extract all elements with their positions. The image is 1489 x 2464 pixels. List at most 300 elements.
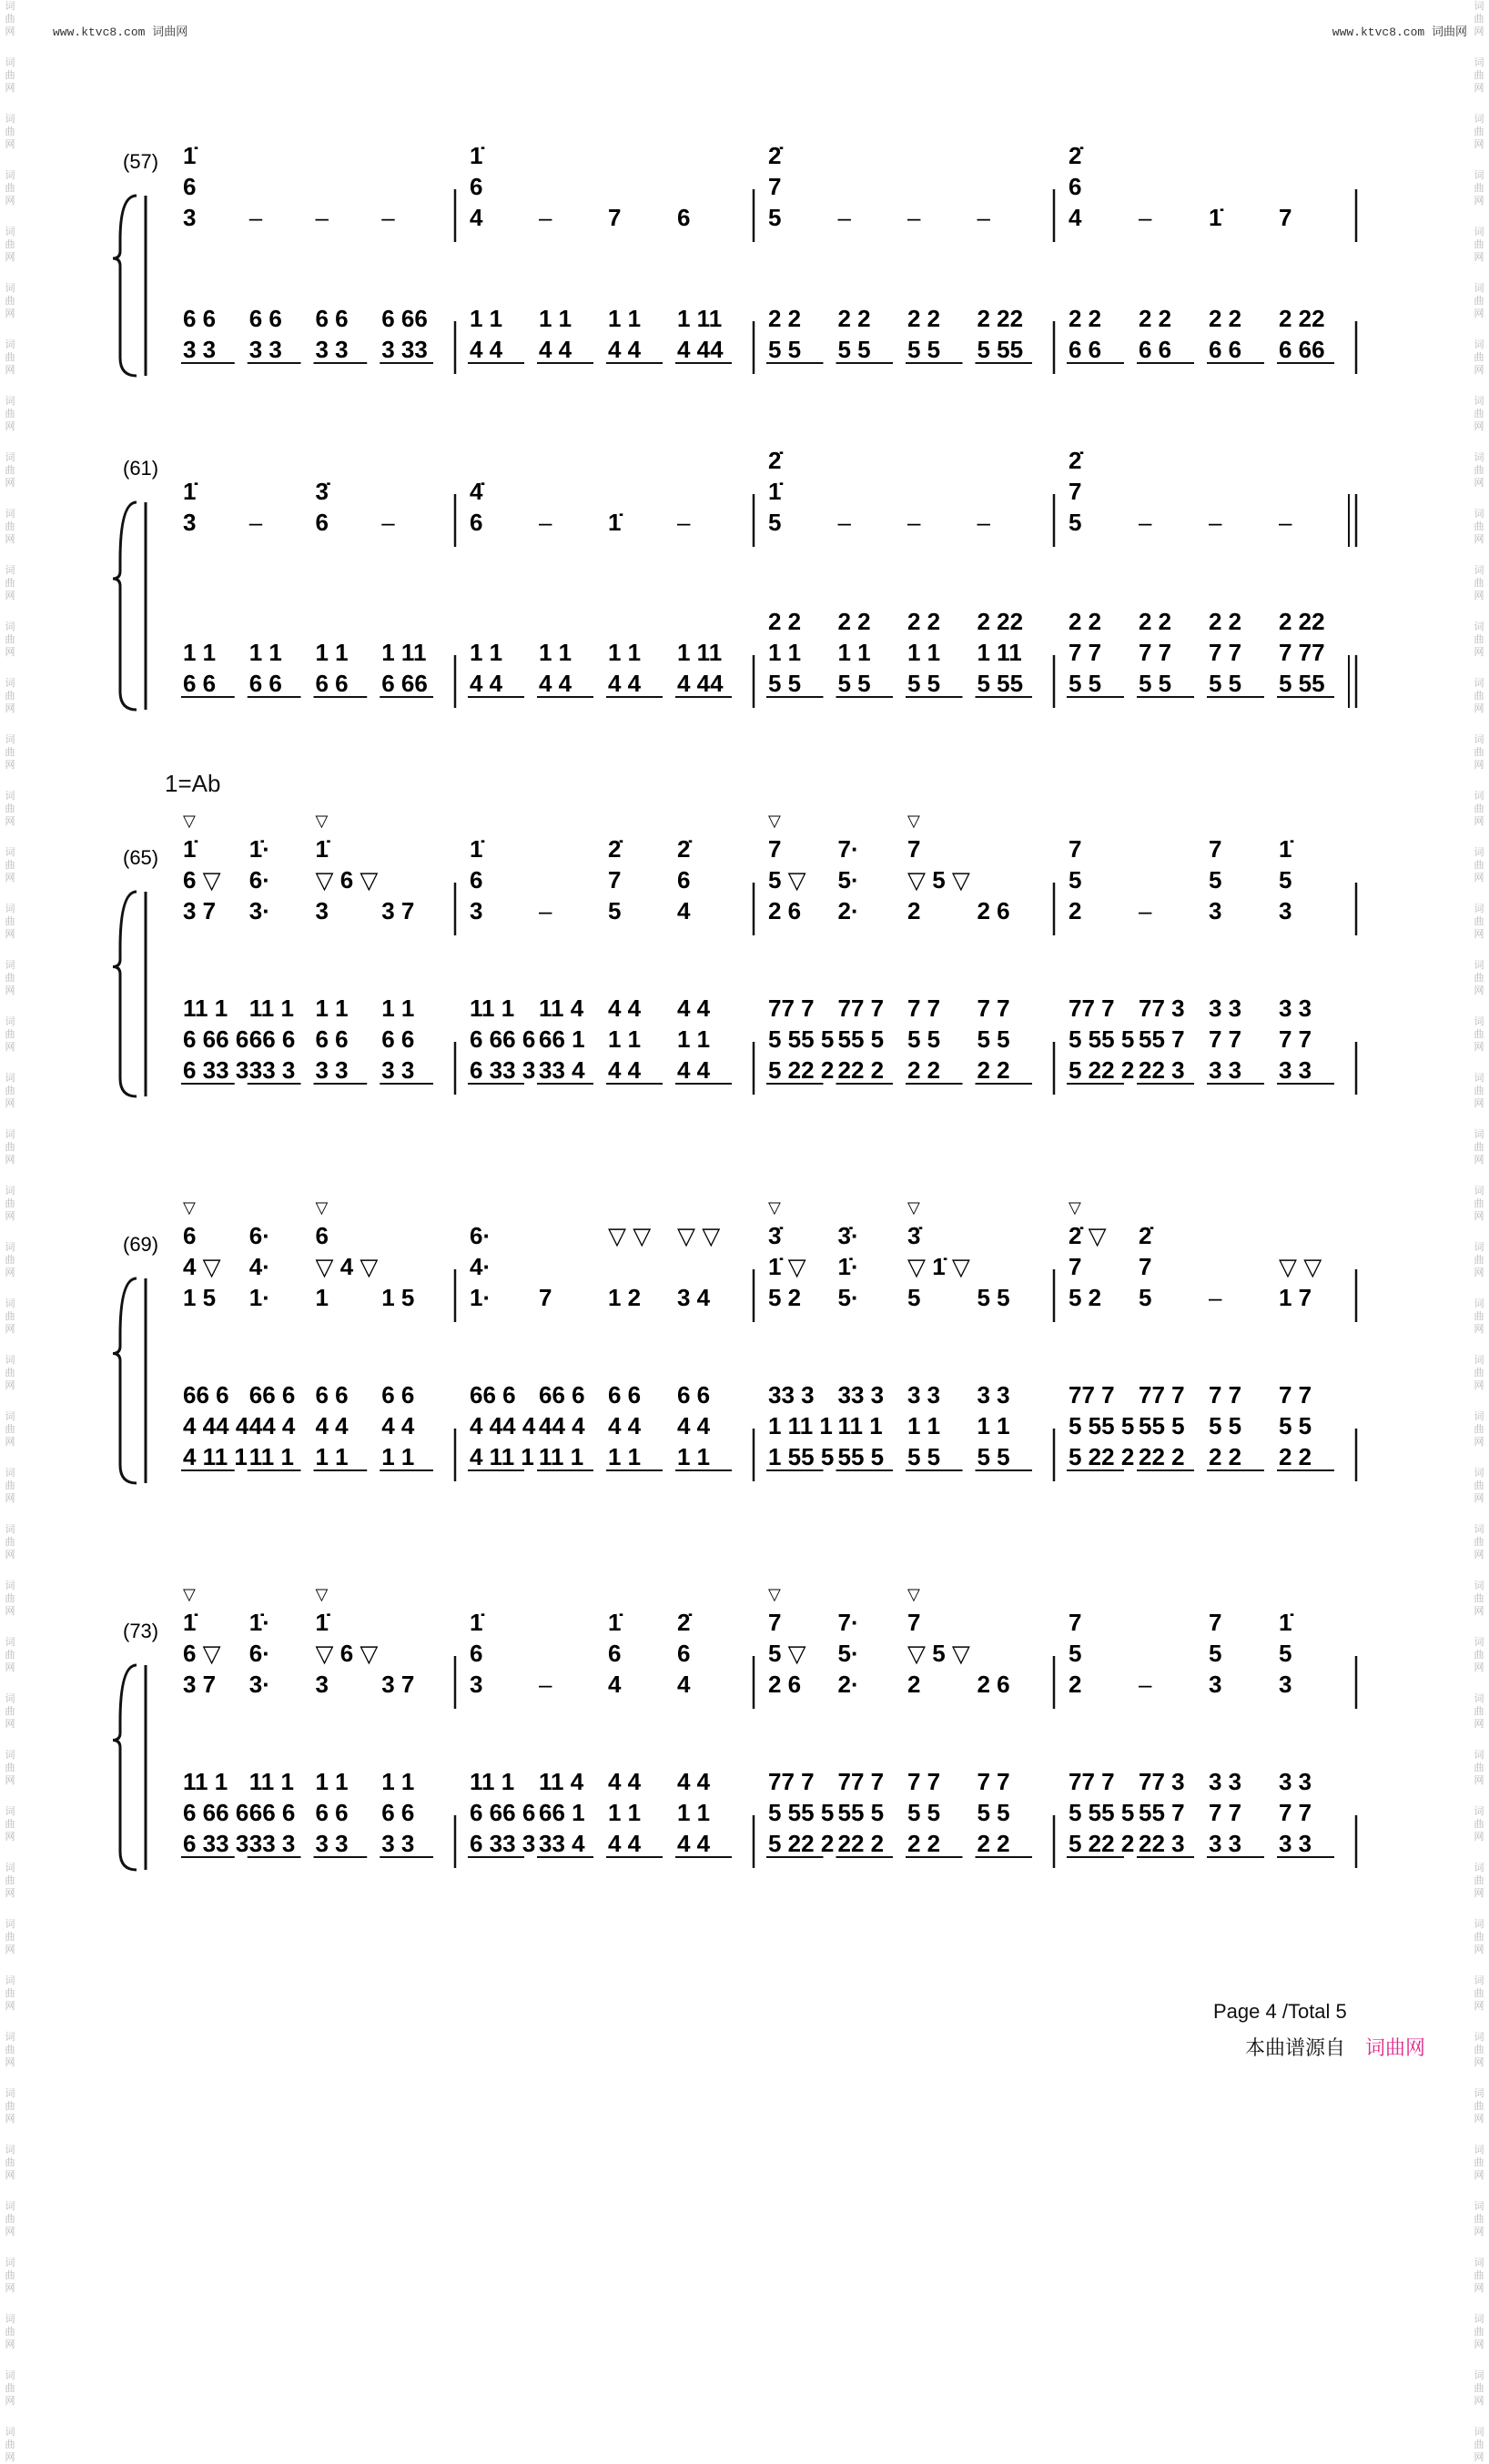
watermark-text: 词 曲 网	[1474, 1015, 1484, 1053]
accompaniment-note: 1 11 1	[768, 1412, 833, 1439]
accompaniment-note: 5 55	[977, 670, 1024, 697]
watermark-text: 词 曲 网	[5, 395, 15, 432]
melody-note: 1 5	[183, 1284, 217, 1311]
accompaniment-note: 11 1	[183, 995, 228, 1022]
accompaniment-note: 33 3	[768, 1381, 815, 1409]
watermark-text: 词 曲 网	[1474, 1749, 1484, 1786]
watermark-text: 词 曲 网	[5, 0, 15, 37]
accompaniment-note: 5 22 2	[768, 1830, 835, 1857]
watermark-text: 词 曲 网	[1474, 451, 1484, 489]
accompaniment-note: 5 5	[977, 1025, 1010, 1053]
melody-note: 1̇	[1279, 1609, 1292, 1636]
melody-note: –	[1139, 897, 1152, 924]
melody-note: 5·	[837, 1640, 859, 1667]
watermark-text: 词 曲 网	[5, 2144, 15, 2181]
accompaniment-note: 3 3	[977, 1381, 1010, 1409]
melody-note: 6	[183, 1222, 197, 1249]
melody-note: ▽	[183, 812, 196, 830]
watermark-text: 词 曲 网	[5, 2369, 15, 2407]
accompaniment-note: 3 33	[381, 336, 428, 363]
watermark-text: 词 曲 网	[1474, 1862, 1484, 1899]
accompaniment-note: 2 2	[1209, 608, 1242, 635]
melody-note: 7	[907, 835, 921, 863]
watermark-text: 词 曲 网	[1474, 1467, 1484, 1504]
accompaniment-note: 33 4	[539, 1830, 585, 1857]
accompaniment-note: 55 5	[1139, 1412, 1185, 1439]
watermark-text: 词 曲 网	[1474, 1128, 1484, 1166]
melody-note: ▽	[315, 812, 329, 830]
melody-note: ▽ ▽	[1279, 1253, 1322, 1280]
accompaniment-note: 77 3	[1139, 1768, 1185, 1795]
melody-note: 2̇	[608, 835, 622, 863]
melody-note: 6 ▽	[183, 1640, 221, 1667]
accompaniment-note: 5 5	[1209, 670, 1242, 697]
melody-note: –	[1139, 509, 1152, 536]
accompaniment-note: 6 6	[315, 1025, 349, 1053]
accompaniment-note: 6 6	[315, 305, 349, 332]
watermark-text: 词 曲 网	[1474, 1918, 1484, 1955]
source-brand-link[interactable]: 词曲网	[1365, 2036, 1426, 2059]
accompaniment-note: 6 33 3	[183, 1830, 249, 1857]
accompaniment-note: 5 5	[977, 1443, 1010, 1470]
system-brace	[113, 502, 137, 710]
accompaniment-note: 4 4	[677, 1056, 711, 1084]
watermark-text: 词 曲 网	[1474, 2257, 1484, 2294]
accompaniment-note: 3 3	[381, 1056, 415, 1084]
watermark-text: 词 曲 网	[5, 790, 15, 827]
watermark-text: 词 曲 网	[1474, 621, 1484, 658]
accompaniment-note: 2 2	[768, 608, 802, 635]
melody-note: 5	[608, 897, 622, 924]
melody-note: 6	[470, 509, 483, 536]
watermark-text: 词 曲 网	[5, 1523, 15, 1560]
watermark-text: 词 曲 网	[5, 677, 15, 714]
accompaniment-note: 77 7	[1069, 1381, 1115, 1409]
accompaniment-note: 5 55 5	[1069, 1799, 1135, 1826]
accompaniment-note: 2 2	[1209, 1443, 1242, 1470]
accompaniment-note: 5 5	[768, 336, 802, 363]
melody-note: ▽	[315, 1585, 329, 1603]
system-brace	[113, 1665, 137, 1870]
melody-note: 1̇	[470, 142, 483, 169]
watermark-text: 词 曲 网	[5, 1185, 15, 1222]
melody-note: 2̇ ▽	[1069, 1222, 1107, 1249]
accompaniment-note: 1 11	[381, 639, 427, 666]
accompaniment-note: 7 7	[1279, 1381, 1312, 1409]
accompaniment-note: 2 2	[977, 1056, 1010, 1084]
accompaniment-note: 2 2	[1139, 608, 1172, 635]
accompaniment-note: 2 22	[1279, 305, 1325, 332]
melody-note: ▽	[315, 1198, 329, 1217]
watermark-text: 词 曲 网	[1474, 2313, 1484, 2350]
accompaniment-note: 7 7	[1209, 639, 1242, 666]
melody-note: 5 2	[1069, 1284, 1102, 1311]
accompaniment-note: 2 22	[977, 305, 1024, 332]
watermark-text: 词 曲 网	[1474, 1805, 1484, 1843]
melody-note: ▽ 6 ▽	[315, 866, 379, 894]
accompaniment-note: 7 7	[1139, 639, 1172, 666]
watermark-text: 词 曲 网	[5, 56, 15, 94]
melody-note: 2̇	[677, 835, 691, 863]
accompaniment-note: 3 3	[183, 336, 217, 363]
melody-note: –	[837, 509, 851, 536]
melody-note: 2̇	[768, 447, 782, 474]
watermark-text: 词 曲 网	[5, 2426, 15, 2463]
accompaniment-note: 4 11 1	[470, 1443, 534, 1470]
accompaniment-note: 11 4	[539, 1768, 584, 1795]
accompaniment-note: 4 44	[677, 336, 724, 363]
melody-note: 5	[1279, 866, 1292, 894]
accompaniment-note: 77 7	[837, 995, 885, 1022]
melody-note: 4·	[248, 1253, 270, 1280]
accompaniment-note: 55 5	[837, 1799, 885, 1826]
accompaniment-note: 3 3	[248, 336, 282, 363]
watermark-text: 词 曲 网	[5, 1015, 15, 1053]
melody-note: ▽	[183, 1585, 196, 1603]
accompaniment-note: 3 3	[1279, 1056, 1312, 1084]
accompaniment-note: 1 1	[539, 305, 572, 332]
melody-note: 5 ▽	[768, 1640, 806, 1667]
accompaniment-note: 5 55 5	[768, 1799, 835, 1826]
melody-note: 1̇	[608, 509, 622, 536]
accompaniment-note: 6 66	[381, 305, 428, 332]
accompaniment-note: 6 6	[381, 1025, 415, 1053]
accompaniment-note: 1 1	[315, 995, 349, 1022]
melody-note: –	[381, 204, 395, 231]
accompaniment-note: 5 55 5	[1069, 1412, 1135, 1439]
accompaniment-note: 6 6	[248, 305, 282, 332]
system-brace	[113, 196, 137, 376]
melody-note: 4	[677, 1671, 691, 1698]
accompaniment-note: 7 7	[1209, 1025, 1242, 1053]
accompaniment-note: 5 22 2	[1069, 1830, 1135, 1857]
melody-note: 7	[768, 173, 782, 200]
accompaniment-note: 6 66 6	[470, 1799, 536, 1826]
accompaniment-note: 5 22 2	[768, 1056, 835, 1084]
melody-note: 5	[1069, 1640, 1082, 1667]
watermark-text: 词 曲 网	[5, 1580, 15, 1617]
accompaniment-note: 33 3	[248, 1056, 296, 1084]
melody-note: 2	[1069, 897, 1082, 924]
accompaniment-note: 5 5	[837, 336, 871, 363]
melody-note: 1 2	[608, 1284, 642, 1311]
accompaniment-note: 77 7	[1139, 1381, 1185, 1409]
melody-note: ▽ 5 ▽	[907, 1640, 970, 1667]
melody-note: 1̇	[470, 835, 483, 863]
melody-note: –	[1209, 1284, 1222, 1311]
watermark-text: 词 曲 网	[5, 338, 15, 376]
watermark-text: 词 曲 网	[5, 733, 15, 771]
watermark-text: 词 曲 网	[1474, 1636, 1484, 1673]
accompaniment-note: 77 7	[768, 1768, 815, 1795]
watermark-text: 词 曲 网	[1474, 2031, 1484, 2068]
accompaniment-note: 5 5	[1209, 1412, 1242, 1439]
accompaniment-note: 1 11	[677, 639, 723, 666]
melody-note: 3	[1209, 1671, 1222, 1698]
accompaniment-note: 66 6	[248, 1381, 296, 1409]
accompaniment-note: 3 3	[1279, 1768, 1312, 1795]
accompaniment-note: 1 1	[677, 1025, 711, 1053]
melody-note: –	[977, 204, 990, 231]
watermark-text: 词 曲 网	[5, 2257, 15, 2294]
accompaniment-note: 4 4	[470, 670, 503, 697]
melody-note: 6	[470, 866, 483, 894]
melody-note: 2	[907, 1671, 921, 1698]
accompaniment-note: 1 1	[677, 1443, 711, 1470]
accompaniment-note: 1 1	[907, 1412, 941, 1439]
melody-note: 5 5	[977, 1284, 1010, 1311]
accompaniment-note: 1 1	[381, 1768, 415, 1795]
melody-note: 2·	[837, 1671, 859, 1698]
accompaniment-note: 44 4	[539, 1412, 585, 1439]
melody-note: 7	[539, 1284, 552, 1311]
accompaniment-note: 1 1	[907, 639, 941, 666]
melody-note: 3	[1279, 1671, 1292, 1698]
melody-note: ▽	[907, 1585, 920, 1603]
accompaniment-note: 1 1	[768, 639, 802, 666]
melody-note: ▽ ▽	[677, 1222, 721, 1249]
melody-note: ▽	[1069, 1198, 1081, 1217]
watermark-text: 词 曲 网	[1474, 903, 1484, 940]
melody-note: ▽	[907, 1198, 920, 1217]
melody-note: 5	[907, 1284, 921, 1311]
accompaniment-note: 2 2	[907, 1056, 941, 1084]
accompaniment-note: 2 2	[1209, 305, 1242, 332]
melody-note: 5 2	[768, 1284, 802, 1311]
watermark-text: 词 曲 网	[5, 1298, 15, 1335]
melody-note: 4	[677, 897, 691, 924]
watermark-text: 词 曲 网	[5, 1636, 15, 1673]
melody-note: 3 7	[183, 897, 217, 924]
watermark-text: 词 曲 网	[5, 1410, 15, 1448]
melody-note: –	[977, 509, 990, 536]
accompaniment-note: 2 2	[837, 608, 871, 635]
melody-note: 2̇	[1069, 447, 1082, 474]
watermark-text: 词 曲 网	[5, 451, 15, 489]
melody-note: 2̇	[677, 1609, 691, 1636]
header-site-left[interactable]: www.ktvc8.com 词曲网	[53, 25, 188, 39]
melody-note: 6	[315, 1222, 329, 1249]
accompaniment-note: 1 1	[381, 995, 415, 1022]
accompaniment-note: 6 66	[381, 670, 428, 697]
accompaniment-note: 5 55 5	[768, 1025, 835, 1053]
accompaniment-note: 4 4	[677, 1830, 711, 1857]
melody-note: ▽ ▽	[608, 1222, 652, 1249]
accompaniment-note: 5 5	[1069, 670, 1102, 697]
accompaniment-note: 11 1	[470, 995, 515, 1022]
melody-note: 5·	[837, 1284, 859, 1311]
melody-note: 2 6	[977, 897, 1010, 924]
accompaniment-note: 2 2	[907, 608, 941, 635]
melody-note: ▽ 5 ▽	[907, 866, 970, 894]
accompaniment-note: 6 6	[1139, 336, 1172, 363]
melody-note: –	[1139, 1671, 1152, 1698]
accompaniment-note: 4 4	[539, 670, 572, 697]
melody-note: –	[539, 1671, 552, 1698]
accompaniment-note: 6 6	[183, 670, 217, 697]
melody-note: –	[381, 509, 395, 536]
melody-note: 3 7	[381, 1671, 415, 1698]
accompaniment-note: 2 2	[768, 305, 802, 332]
melody-note: –	[1209, 509, 1222, 536]
melody-note: 7	[1069, 835, 1082, 863]
accompaniment-note: 6 6	[381, 1799, 415, 1826]
melody-note: 5	[1279, 1640, 1292, 1667]
melody-note: ▽ 1̇ ▽	[907, 1253, 970, 1280]
melody-note: 7	[907, 1609, 921, 1636]
accompaniment-note: 4 4	[315, 1412, 349, 1439]
accompaniment-note: 1 1	[470, 639, 503, 666]
accompaniment-note: 4 4	[608, 1412, 642, 1439]
watermark-text: 词 曲 网	[1474, 1974, 1484, 2012]
melody-note: 1̇	[470, 1609, 483, 1636]
melody-note: 5	[1069, 866, 1082, 894]
watermark-text: 词 曲 网	[5, 1862, 15, 1899]
accompaniment-note: 77 7	[837, 1768, 885, 1795]
watermark-text: 词 曲 网	[1474, 2369, 1484, 2407]
watermark-text: 词 曲 网	[1474, 733, 1484, 771]
melody-note: 2 6	[768, 1671, 802, 1698]
accompaniment-note: 66 6	[539, 1381, 585, 1409]
accompaniment-note: 22 3	[1139, 1056, 1185, 1084]
accompaniment-note: 7 7	[1209, 1799, 1242, 1826]
melody-note: 3	[183, 509, 197, 536]
melody-note: –	[677, 509, 691, 536]
page-number: Page 4 /Total 5	[1213, 2000, 1347, 2023]
accompaniment-note: 55 5	[837, 1443, 885, 1470]
accompaniment-note: 6 6	[1209, 336, 1242, 363]
melody-note: 3·	[248, 897, 270, 924]
accompaniment-note: 4 4	[677, 1768, 711, 1795]
accompaniment-note: 7 7	[1279, 1799, 1312, 1826]
accompaniment-note: 5 5	[977, 1799, 1010, 1826]
accompaniment-note: 2 22	[977, 608, 1024, 635]
melody-note: 1̇	[1209, 204, 1222, 231]
watermark-text: 词 曲 网	[5, 226, 15, 263]
accompaniment-note: 5 55 5	[1069, 1025, 1135, 1053]
melody-note: 6	[677, 204, 691, 231]
watermark-text: 词 曲 网	[5, 959, 15, 996]
melody-note: 6·	[248, 1222, 270, 1249]
watermark-text: 词 曲 网	[5, 113, 15, 150]
accompaniment-note: 66 1	[539, 1799, 585, 1826]
accompaniment-note: 1 1	[608, 1025, 642, 1053]
watermark-text: 词 曲 网	[1474, 1072, 1484, 1109]
accompaniment-note: 5 5	[907, 1799, 941, 1826]
watermark-text: 词 曲 网	[5, 1974, 15, 2012]
watermark-text: 词 曲 网	[1474, 226, 1484, 263]
melody-note: –	[907, 509, 921, 536]
accompaniment-note: 1 1	[381, 1443, 415, 1470]
accompaniment-note: 1 1	[183, 639, 217, 666]
accompaniment-note: 1 55 5	[768, 1443, 835, 1470]
watermark-text: 词 曲 网	[1474, 1241, 1484, 1278]
melody-note: 5·	[837, 866, 859, 894]
melody-note: 1̇	[183, 835, 197, 863]
melody-note: 3	[315, 1671, 329, 1698]
accompaniment-note: 1 1	[539, 639, 572, 666]
accompaniment-note: 5 55	[977, 336, 1024, 363]
melody-note: 6 ▽	[183, 866, 221, 894]
melody-note: 3̇	[907, 1222, 921, 1249]
watermark-text: 词 曲 网	[1474, 1354, 1484, 1391]
watermark-text: 词 曲 网	[5, 846, 15, 884]
melody-note: 7	[1279, 204, 1292, 231]
watermark-text: 词 曲 网	[5, 2313, 15, 2350]
header-site-right[interactable]: www.ktvc8.com 词曲网	[1332, 25, 1467, 39]
accompaniment-note: 1 1	[977, 1412, 1010, 1439]
source-prefix: 本曲谱源自	[1245, 2036, 1346, 2059]
melody-note: 1̇	[183, 1609, 197, 1636]
watermark-text: 词 曲 网	[5, 282, 15, 319]
accompaniment-note: 3 3	[315, 1830, 349, 1857]
melody-note: 3 7	[183, 1671, 217, 1698]
watermark-text: 词 曲 网	[5, 169, 15, 207]
melody-note: 4	[1069, 204, 1082, 231]
melody-note: 4·	[470, 1253, 491, 1280]
accompaniment-note: 4 4	[608, 336, 642, 363]
accompaniment-note: 5 55	[1279, 670, 1325, 697]
accompaniment-note: 55 5	[837, 1025, 885, 1053]
accompaniment-note: 22 2	[1139, 1443, 1185, 1470]
melody-note: 6·	[248, 1640, 270, 1667]
accompaniment-note: 11 1	[470, 1768, 515, 1795]
accompaniment-note: 7 7	[977, 995, 1010, 1022]
system-brace	[113, 892, 137, 1096]
accompaniment-note: 2 2	[1139, 305, 1172, 332]
melody-note: 3̇	[768, 1222, 782, 1249]
watermark-text: 词 曲 网	[1474, 1580, 1484, 1617]
system-measure-number: (57)	[123, 150, 159, 173]
melody-note: 5	[768, 204, 782, 231]
melody-note: 6	[470, 1640, 483, 1667]
melody-note: 4 ▽	[183, 1253, 221, 1280]
accompaniment-note: 5 5	[837, 670, 871, 697]
accompaniment-note: 1 1	[608, 305, 642, 332]
watermark-text: 词 曲 网	[1474, 1523, 1484, 1560]
watermark-text: 词 曲 网	[1474, 2144, 1484, 2181]
accompaniment-note: 6 6	[677, 1381, 711, 1409]
melody-note: –	[539, 897, 552, 924]
watermark-text: 词 曲 网	[5, 564, 15, 601]
accompaniment-note: 6 33 3	[470, 1830, 536, 1857]
accompaniment-note: 6 6	[315, 670, 349, 697]
melody-note: –	[1139, 204, 1152, 231]
melody-note: 6	[470, 173, 483, 200]
accompaniment-note: 4 44 4	[183, 1412, 249, 1439]
accompaniment-note: 77 7	[768, 995, 815, 1022]
watermark-text: 词 曲 网	[1474, 1410, 1484, 1448]
accompaniment-note: 7 7	[907, 1768, 941, 1795]
accompaniment-note: 66 6	[248, 1799, 296, 1826]
accompaniment-note: 33 3	[248, 1830, 296, 1857]
accompaniment-note: 11 4	[539, 995, 584, 1022]
accompaniment-note: 1 1	[248, 639, 282, 666]
accompaniment-note: 6 66 6	[183, 1025, 249, 1053]
system-measure-number: (73)	[123, 1620, 159, 1642]
watermark-text: 词 曲 网	[1474, 169, 1484, 207]
accompaniment-note: 4 4	[381, 1412, 415, 1439]
melody-note: 7	[768, 1609, 782, 1636]
accompaniment-note: 11 1	[248, 995, 294, 1022]
watermark-text: 词 曲 网	[5, 1128, 15, 1166]
accompaniment-note: 55 7	[1139, 1799, 1185, 1826]
accompaniment-note: 3 3	[315, 1056, 349, 1084]
watermark-text: 词 曲 网	[5, 1241, 15, 1278]
accompaniment-note: 3 3	[1279, 1830, 1312, 1857]
system-measure-number: (61)	[123, 457, 159, 480]
melody-note: 1̇·	[248, 1609, 270, 1636]
